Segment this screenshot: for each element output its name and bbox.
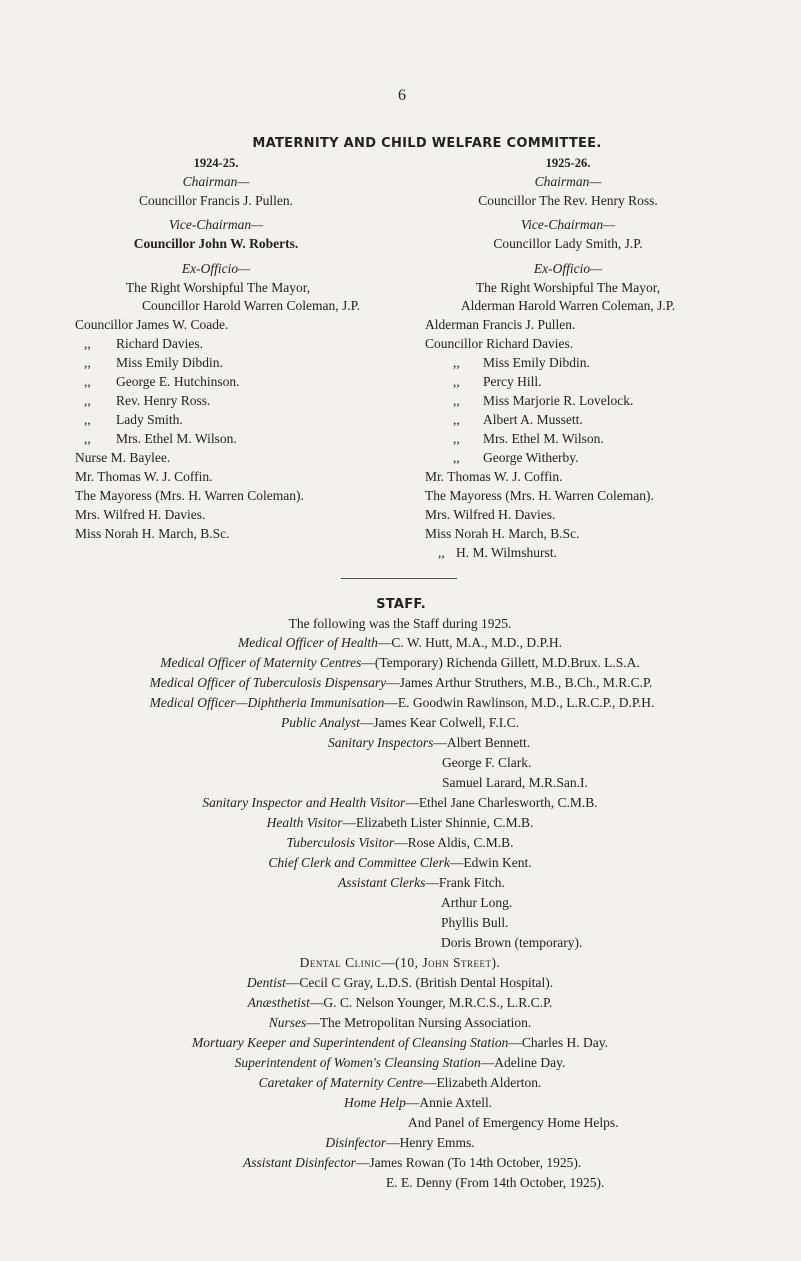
staff-role: Medical Officer of Health	[238, 635, 378, 650]
staff-name: —Henry Emms.	[386, 1135, 475, 1150]
staff-name: —Ethel Jane Charlesworth, C.M.B.	[405, 795, 598, 810]
right-member-prefix: ,,	[453, 393, 460, 408]
staff-name: —Rose Aldis, C.M.B.	[394, 835, 514, 850]
left-member-prefix: ,,	[84, 374, 91, 389]
left-other: Miss Norah H. March, B.Sc.	[75, 526, 230, 541]
staff-entry	[247, 975, 553, 991]
staff-name: —Annie Axtell.	[405, 1095, 493, 1110]
staff-name: —Elizabeth Alderton.	[422, 1075, 542, 1090]
staff-name: And Panel of Emergency Home Helps.	[408, 1115, 619, 1130]
staff-role: Public Analyst	[281, 715, 360, 730]
left-exofficio-1: The Right Worshipful The Mayor,	[125, 280, 311, 295]
right-member-prefix: ,,	[453, 374, 460, 389]
left-vice-label: Vice-Chairman—	[168, 217, 264, 232]
staff-entry	[259, 1075, 542, 1091]
staff-role: Mortuary Keeper and Superintendent of Cleansing Station	[191, 1035, 509, 1050]
staff-name: —Edwin Kent.	[449, 855, 532, 870]
right-member-name: George Witherby.	[483, 450, 579, 465]
left-member-name: James W. Coade.	[136, 317, 229, 332]
left-chairman-label: Chairman—	[182, 174, 250, 189]
staff-entry	[268, 855, 531, 871]
staff-role: Tuberculosis Visitor	[286, 835, 395, 850]
left-member	[75, 317, 228, 333]
right-member-name: Mrs. Ethel M. Wilson.	[483, 431, 604, 446]
staff-role: Sanitary Inspector and Health Visitor	[202, 795, 406, 810]
staff-name: —Albert Bennett.	[433, 735, 531, 750]
left-other: Mrs. Wilfred H. Davies.	[75, 507, 206, 522]
staff-name: Doris Brown (temporary).	[441, 935, 583, 950]
staff-role: Caretaker of Maternity Centre	[258, 1075, 423, 1090]
left-exofficio-2: Councillor Harold Warren Coleman, J.P.	[141, 298, 361, 313]
left-member-name: Mrs. Ethel M. Wilson.	[116, 431, 237, 446]
staff-name: —James Kear Colwell, F.I.C.	[359, 715, 519, 730]
staff-role: Home Help	[344, 1095, 406, 1110]
staff-role: Disinfector	[325, 1135, 387, 1150]
staff-name: Samuel Larard, M.R.San.I.	[442, 775, 588, 790]
right-last-name: H. M. Wilmshurst.	[456, 545, 557, 560]
right-member-prefix: Alderman	[425, 317, 479, 332]
right-member-name: Francis J. Pullen.	[482, 317, 576, 332]
right-member-name: Percy Hill.	[483, 374, 542, 389]
left-chairman: Councillor Francis J. Pullen.	[138, 193, 294, 208]
dental-clinic-heading: Dental Clinic—(10, John Street).	[299, 955, 501, 970]
right-exofficio-2: Alderman Harold Warren Coleman, J.P.	[460, 298, 676, 313]
staff-role: Anæsthetist	[247, 995, 310, 1010]
left-other: Mr. Thomas W. J. Coffin.	[75, 469, 213, 484]
right-last-prefix: ,,	[438, 545, 445, 560]
right-vice-label: Vice-Chairman—	[520, 217, 616, 232]
staff-role: Assistant Disinfector	[243, 1155, 356, 1170]
left-member-prefix: ,,	[84, 393, 91, 408]
staff-name: —Cecil C Gray, L.D.S. (British Dental Hospital).	[285, 975, 554, 990]
staff-name: —Charles H. Day.	[508, 1035, 609, 1050]
staff-name: —(Temporary) Richenda Gillett, M.D.Brux. L.S.A.	[361, 655, 640, 670]
staff-role: Health Visitor	[266, 815, 343, 830]
right-member-prefix: ,,	[453, 355, 460, 370]
staff-role: Dentist	[246, 975, 286, 990]
right-chairman: Councillor The Rev. Henry Ross.	[478, 193, 658, 208]
right-member	[425, 317, 575, 333]
staff-intro: The following was the Staff during 1925.	[288, 616, 512, 631]
right-other: The Mayoress (Mrs. H. Warren Coleman).	[425, 488, 654, 503]
staff-role: Medical Officer of Tuberculosis Dispensary	[149, 675, 387, 690]
staff-entry	[344, 1095, 492, 1111]
committee-title: MATERNITY AND CHILD WELFARE COMMITTEE.	[252, 136, 602, 151]
staff-entry	[325, 1135, 474, 1151]
staff-entry	[248, 995, 553, 1011]
staff-entry	[243, 1155, 581, 1171]
staff-name: —The Metropolitan Nursing Association.	[306, 1015, 532, 1030]
page-number: 6	[398, 87, 406, 104]
staff-entry	[192, 1035, 608, 1051]
right-member-prefix: ,,	[453, 431, 460, 446]
staff-name: —Adeline Day.	[480, 1055, 566, 1070]
left-member-name: George E. Hutchinson.	[116, 374, 240, 389]
staff-entry	[269, 1015, 532, 1031]
right-other: Mrs. Wilfred H. Davies.	[425, 507, 556, 522]
staff-name: —G. C. Nelson Younger, M.R.C.S., L.R.C.P.	[309, 995, 553, 1010]
staff-name: —E. Goodwin Rawlinson, M.D., L.R.C.P., D.P.H.	[384, 695, 655, 710]
staff-name: —James Arthur Struthers, M.B., B.Ch., M.R.C.P.	[386, 675, 653, 690]
right-member-name: Albert A. Mussett.	[483, 412, 583, 427]
section-divider	[341, 578, 457, 579]
left-other: The Mayoress (Mrs. H. Warren Coleman).	[75, 488, 304, 503]
right-member-prefix: ,,	[453, 412, 460, 427]
staff-role: Medical Officer of Maternity Centres	[160, 655, 362, 670]
staff-entry	[238, 635, 562, 651]
right-member-name: Richard Davies.	[486, 336, 574, 351]
left-member-prefix: ,,	[84, 355, 91, 370]
staff-entry	[150, 675, 653, 691]
right-year: 1925-26.	[545, 156, 591, 170]
right-chairman-label: Chairman—	[534, 174, 602, 189]
right-exofficio-label: Ex-Officio—	[533, 261, 603, 276]
staff-entry	[150, 695, 655, 711]
left-other: Nurse M. Baylee.	[75, 450, 171, 465]
left-exofficio-label: Ex-Officio—	[181, 261, 251, 276]
left-member-prefix: ,,	[84, 336, 91, 351]
staff-entry	[160, 655, 640, 671]
left-member-name: Miss Emily Dibdin.	[116, 355, 223, 370]
right-other: Mr. Thomas W. J. Coffin.	[425, 469, 563, 484]
right-member-name: Miss Emily Dibdin.	[483, 355, 590, 370]
staff-name: Phyllis Bull.	[441, 915, 509, 930]
staff-name: —C. W. Hutt, M.A., M.D., D.P.H.	[377, 635, 562, 650]
staff-name: —Elizabeth Lister Shinnie, C.M.B.	[342, 815, 534, 830]
staff-title: STAFF.	[376, 597, 426, 612]
left-member-prefix: ,,	[84, 431, 91, 446]
left-member-name: Lady Smith.	[116, 412, 183, 427]
left-vice: Councillor John W. Roberts.	[133, 236, 299, 251]
staff-role: Nurses	[268, 1015, 307, 1030]
right-member	[425, 336, 573, 352]
staff-role: Sanitary Inspectors	[328, 735, 434, 750]
staff-role: Chief Clerk and Committee Clerk	[268, 855, 450, 870]
staff-name: —Frank Fitch.	[425, 875, 505, 890]
left-member-name: Rev. Henry Ross.	[116, 393, 211, 408]
left-member-prefix: Councillor	[75, 317, 133, 332]
staff-entry	[267, 815, 534, 831]
staff-entry	[328, 735, 530, 751]
staff-role: Superintendent of Women's Cleansing Station	[234, 1055, 481, 1070]
staff-role: Medical Officer—Diphtheria Immunisation	[149, 695, 385, 710]
right-member-name: Miss Marjorie R. Lovelock.	[483, 393, 634, 408]
right-exofficio-1: The Right Worshipful The Mayor,	[475, 280, 661, 295]
right-member-prefix: Councillor	[425, 336, 483, 351]
staff-entry	[202, 795, 597, 811]
right-member-prefix: ,,	[453, 450, 460, 465]
staff-name: George F. Clark.	[442, 755, 532, 770]
staff-name: —James Rowan (To 14th October, 1925).	[355, 1155, 582, 1170]
left-member-name: Richard Davies.	[116, 336, 203, 351]
left-year: 1924-25.	[193, 156, 239, 170]
staff-name: Arthur Long.	[441, 895, 513, 910]
right-other: Miss Norah H. March, B.Sc.	[425, 526, 580, 541]
left-member-prefix: ,,	[84, 412, 91, 427]
staff-entry	[338, 875, 505, 891]
staff-name: E. E. Denny (From 14th October, 1925).	[386, 1175, 605, 1190]
staff-entry	[281, 715, 519, 731]
right-vice: Councillor Lady Smith, J.P.	[493, 236, 643, 251]
staff-role: Assistant Clerks	[338, 875, 426, 890]
staff-entry	[287, 835, 514, 851]
staff-entry	[235, 1055, 566, 1071]
